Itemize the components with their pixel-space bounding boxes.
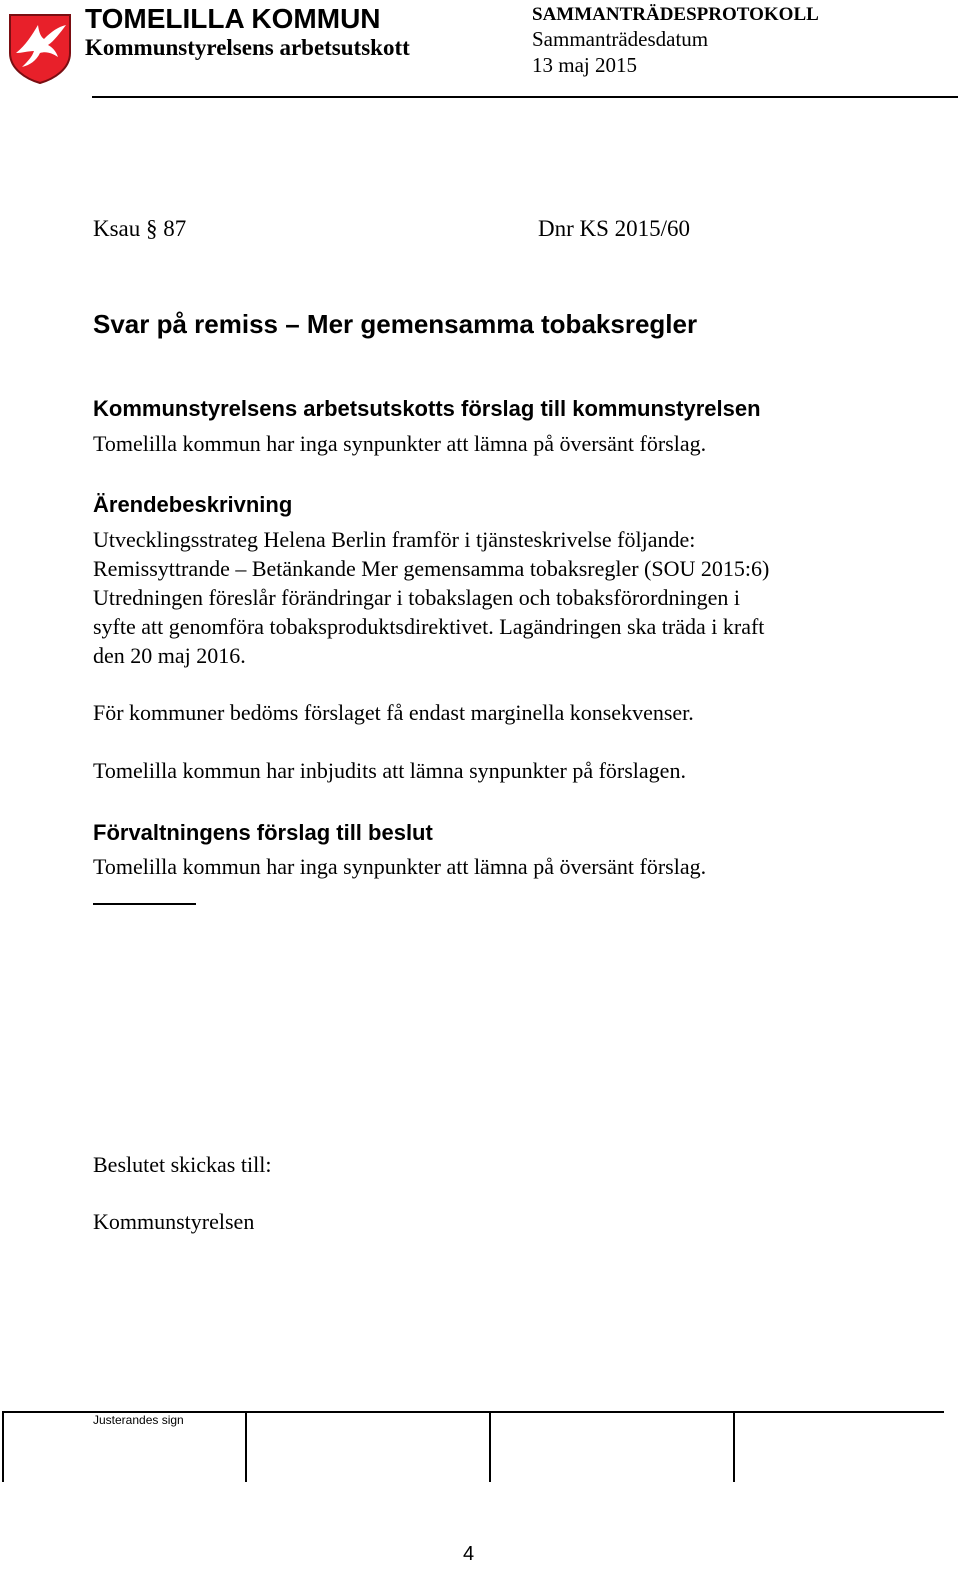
municipal-shield-logo-icon (8, 13, 72, 85)
organization-name: TOMELILLA KOMMUN (85, 3, 381, 34)
administration-text: Tomelilla kommun har inga synpunkter att lämna på översänt förslag. (93, 854, 707, 879)
signature-box-divider-3 (489, 1411, 491, 1482)
page-number: 4 (463, 1543, 475, 1565)
description-paragraph-3: Tomelilla kommun har inbjudits att lämna synpunkter på förslagen. (93, 758, 686, 783)
description-paragraph-2: För kommuner bedöms förslaget få endast marginella konsekvenser. (93, 700, 694, 725)
signature-box-divider-4 (733, 1411, 735, 1482)
proposal-heading: Kommunstyrelsens arbetsutskotts förslag till kommunstyrelsen (93, 396, 761, 421)
administration-heading: Förvaltningens förslag till beslut (93, 820, 433, 845)
document-title: Svar på remiss – Mer gemensamma tobaksregler (93, 309, 698, 339)
description-line-5: den 20 maj 2016. (93, 643, 246, 668)
meeting-date: 13 maj 2015 (532, 53, 637, 77)
meeting-date-label: Sammanträdesdatum (532, 27, 709, 51)
description-line-1: Utvecklingsstrateg Helena Berlin framför i tjänsteskrivelse följande: (93, 527, 696, 552)
case-registration-number: Dnr KS 2015/60 (538, 216, 691, 241)
section-end-divider (93, 903, 196, 905)
proposal-text: Tomelilla kommun har inga synpunkter att lämna på översänt förslag. (93, 431, 707, 456)
case-paragraph-number: Ksau § 87 (93, 216, 187, 241)
organization-unit: Kommunstyrelsens arbetsutskott (85, 35, 410, 60)
description-line-3: Utredningen föreslår förändringar i tobakslagen och tobaksförordningen i (93, 585, 740, 610)
distribution-recipient: Kommunstyrelsen (93, 1209, 255, 1234)
signature-label: Justerandes sign (93, 1413, 184, 1427)
signature-box-divider-1 (2, 1411, 4, 1482)
description-line-2: Remissyttrande – Betänkande Mer gemensamma tobaksregler (SOU 2015:6) (93, 556, 770, 581)
distribution-label: Beslutet skickas till: (93, 1152, 272, 1177)
header-divider (92, 96, 958, 98)
description-line-4: syfte att genomföra tobaksproduktsdirektivet. Lagändringen ska träda i kraft (93, 614, 765, 639)
signature-box-divider-2 (245, 1411, 247, 1482)
description-heading: Ärendebeskrivning (93, 492, 293, 517)
document-type: SAMMANTRÄDESPROTOKOLL (532, 4, 819, 25)
